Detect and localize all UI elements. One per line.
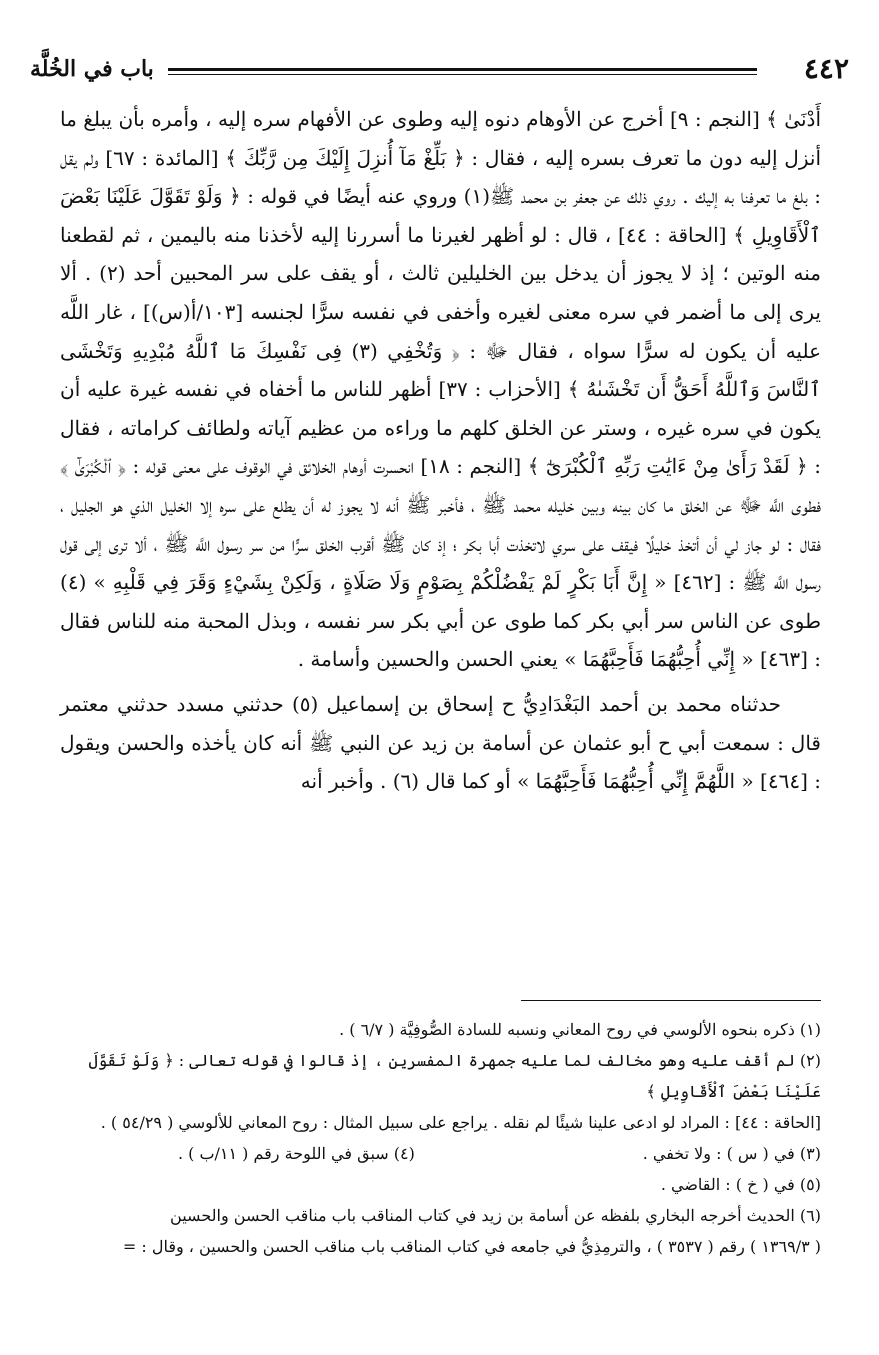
- footnote-6-line-2: ( ١٣٦٩/٣ ) رقم ( ٣٥٣٧ ) ، والترمِذِيُّ في جامعه في كتاب المناقب باب مناقب الحسن والحسين ، وقال : =: [122, 1237, 821, 1256]
- body-paragraph-1: أَدْنَىٰ ﴾ [النجم : ٩] أخرج عن الأوهام دنوه إليه وطوى عن الأفهام سره إليه ، وأمره بأن يبلغ ما أنزل إليه دون ما تعرف بسره إليه ، فقال : ﴿ بَلِّغْ مَآ أُنزِلَ إِلَيْكَ مِن رَّبِّكَ ﴾ [المائدة : ٦٧] ولم يقل : بلغ ما تعرفنا به إليك . روي ذلك عن جعفر بن محمد ﷺ(١) وروي عنه أيضًا في قوله : ﴿ وَلَوْ تَقَوَّلَ عَلَيْنَا بَعْضَ ٱلْأَقَاوِيلِ ﴾ [الحاقة : ٤٤] ، قال : لو أظهر لغيرنا ما أسررنا إليه لأخذنا منه باليمين ، ثم لقطعنا منه الوتين ؛ إذ لا يجوز أن يدخل بين الخليلين ثالث ، أو يقف على سر المحبين أحد (٢) . ألا يرى إلى ما أضمر في سره معنى لغيره وأخفى في نفسه سرًّا لجنسه [١٠٣/أ(س)] ، غار اللَّه عليه أن يكون له سرًّا سواه ، فقال ﷻ : ﴿ وَتُخْفِي (٣) فِى نَفْسِكَ مَا ٱللَّهُ مُبْدِيهِ وَتَخْشَى ٱلنَّاسَ وَٱللَّهُ أَحَقُّ أَن تَخْشَىٰهُ ﴾ [الأحزاب : ٣٧] أظهر للناس ما أخفاه في نفسه غيرة عليه أن يكون في سره غيره ، وستر عن الخلق كلهم ما وراءه من عظيم آياته ولطائف كراماته ، فقال : ﴿ لَقَدْ رَأَىٰ مِنْ ءَايَٰتِ رَبِّهِ ٱلْكُبْرَىٰٓ ﴾ [النجم : ١٨] انحسرت أوهام الخلائق في الوقوف على معنى قوله : ﴿ ٱلْكُبْرَىٰٓ ﴾ فطوى اللَّه ﷻ عن الخلق ما كان بينه وبين خليله محمد ﷺ ، فأخبر ﷺ أنه لا يجوز له أن يطلع على سره إلا الخليل الذي هو الجليل ، فقال : لو جاز لي أن أتخذ خليلًا فيقف على سري لاتخذت أبا بكر ؛ إذ كان ﷺ أقرب الخلق سرًّا من سر رسول اللَّه ﷺ ، ألا ترى إلى قول رسول اللَّه ﷺ : [٤٦٢] « إِنَّ أَبَا بَكْرٍ لَمْ يَفْضُلْكُمْ بِصَوْمٍ وَلَا صَلَاةٍ ، وَلَكِنْ بِشَيْءٍ وَقَرَ فِي قَلْبِهِ » (٤) طوى عن الناس سر أبي بكر كما طوى عن أبي بكر سر نفسه ، وبذل المحبة منه للناس فقال : [٤٦٣] « إِنِّي أُحِبُّهُمَا فَأَحِبَّهُمَا » يعني الحسن والحسين وأسامة .: [60, 107, 822, 672]
- footnote-5: (٥) في ( خ ) : القاضي .: [660, 1175, 821, 1194]
- footnote-row-3-4: [40, 1138, 821, 1169]
- footnote-3: (٣) في ( س ) : ولا تخفي .: [642, 1144, 821, 1163]
- footnote-2-line-2: [الحاقة : ٤٤] : المراد لو ادعى علينا شيئًا لم نقله . يراجع على سبيل المثال : روح المعاني للألوسي ( ٥٤/٢٩ ) .: [100, 1113, 821, 1132]
- footnote-1: (١) ذكره بنحوه الألوسي في روح المعاني ونسبه للسادة الصُّوفِيَّة ( ٦/٧ ) .: [339, 1020, 821, 1039]
- footnote-6-line-1: (٦) الحديث أخرجه البخاري بلفظه عن أسامة بن زيد في كتاب المناقب باب مناقب الحسن والحسين: [170, 1206, 821, 1225]
- footnote-2-line-1: (٢) لم أقف عليه وهو مخالف لما عليه جمهرة المفسرين ، إذ قالوا في قوله تعالى : ﴿ وَلَوْ تَقَوَّلَ عَلَيْنَا بَعْضَ ٱلْأَقَاوِيلِ ﴾: [88, 1051, 821, 1101]
- header-rule: [168, 68, 757, 75]
- body-paragraph-2: حدثناه محمد بن أحمد البَغْدَادِيُّ ح إسحاق بن إسماعيل (٥) حدثني مسدد حدثني معتمر قال : سمعت أبي ح أبو عثمان عن أسامة بن زيد عن النبي ﷺ أنه كان يأخذه والحسن ويقول : [٤٦٤] « اللَّهُمَّ إِنِّي أُحِبُّهُمَا فَأَحِبَّهُمَا » أو كما قال (٦) . وأخبر أنه: [60, 691, 821, 794]
- chapter-title: باب في الخُلَّة: [30, 56, 154, 82]
- footnote-4: (٤) سبق في اللوحة رقم ( ١١/ب ) .: [177, 1144, 415, 1163]
- footnotes: [40, 1014, 821, 1262]
- page-header: [30, 44, 849, 94]
- main-text: [60, 100, 821, 801]
- footnote-separator: [521, 1000, 821, 1001]
- page-number: ٤٤٢: [803, 52, 849, 85]
